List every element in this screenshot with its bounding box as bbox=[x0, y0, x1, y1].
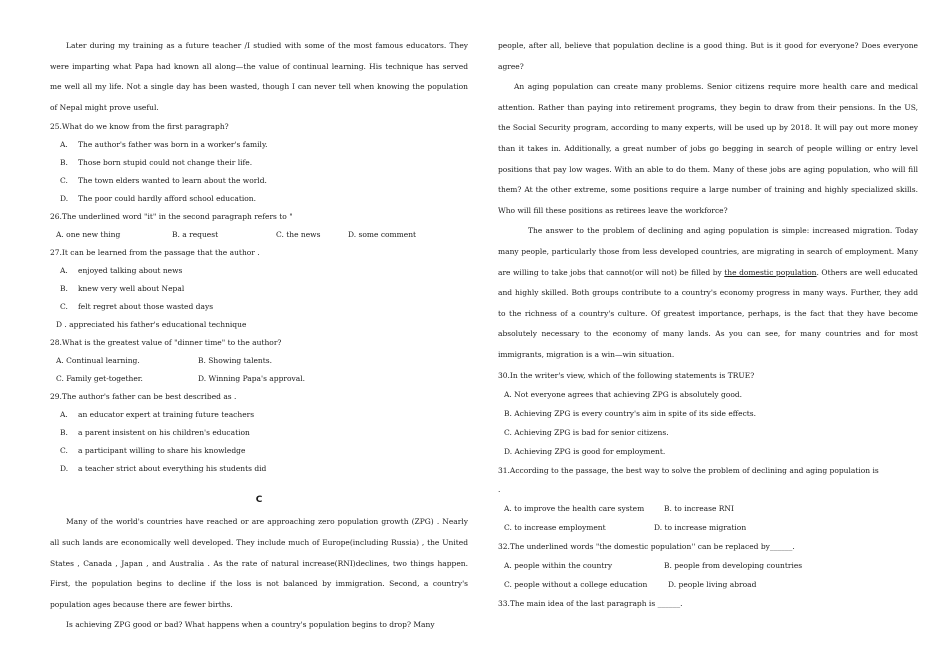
option-a: A. to improve the health care system bbox=[504, 503, 645, 513]
question-28 bbox=[50, 334, 468, 388]
option-c: C. felt regret about those wasted days bbox=[60, 302, 214, 312]
option-b: B. people from developing countries bbox=[664, 560, 803, 570]
option-d: D. The poor could hardly afford school education. bbox=[60, 194, 256, 204]
passage-paragraph: The answer to the problem of declining and aging population is simple: increased migration. Today many people, particularly those from less developed countries, are migrating in search of employment. Many are willing to take jobs that cannot(or will not) be filled by the domestic population. Others are well educated and highly skilled. Both groups contribute to a country's economy progress in many ways. Further, they add to the richness of a country's culture. Of greatest importance, perhaps, is the fact that they have become absolutely necessary to the economy of many lands. As you can see, for many countries and for most immigrants, migration is a win—win situation. bbox=[498, 226, 918, 359]
option-b: B. knew very well about Nepal bbox=[60, 284, 185, 294]
option-a: A. Continual learning. bbox=[56, 356, 140, 366]
question-stem: 28.What is the greatest value of "dinner time" to the author? bbox=[50, 338, 282, 348]
option-d: D . appreciated his father's educational technique bbox=[56, 320, 247, 330]
option-b: B. Achieving ZPG is every country's aim in spite of its side effects. bbox=[504, 408, 757, 418]
option-b: B. a parent insistent on his children's education bbox=[60, 428, 250, 438]
option-d: D. people living abroad bbox=[668, 579, 757, 589]
question-29 bbox=[50, 388, 468, 478]
option-d: D. a teacher strict about everything his students did bbox=[60, 464, 267, 474]
option-row bbox=[498, 575, 918, 594]
option-c: C. Achieving ZPG is bad for senior citizens. bbox=[504, 427, 669, 437]
question-30 bbox=[498, 366, 918, 461]
passage-paragraph: people, after all, believe that population decline is a good thing. But is it good for everyone? Does everyone agree? bbox=[498, 41, 918, 71]
option-d: D. some comment bbox=[348, 230, 417, 240]
question-stem: 25.What do we know from the first paragraph? bbox=[50, 122, 229, 132]
section-title: C bbox=[255, 495, 263, 506]
option-a: A. enjoyed talking about news bbox=[60, 266, 183, 276]
right-column bbox=[498, 36, 918, 613]
option-d: D. Achieving ZPG is good for employment. bbox=[504, 446, 666, 456]
question-stem: 27.It can be learned from the passage that the author . bbox=[50, 248, 260, 258]
question-stem: 32.The underlined words "the domestic population'' can be replaced by______. bbox=[498, 541, 795, 551]
passage-paragraph: Later during my training as a future teacher /I studied with some of the most famous educators. They were imparting what Papa had known all along—the value of continual learning. His technique has served me well all my life. Not a single day has been wasted, though I can never tell when knowing the population of Nepal might prove useful. bbox=[50, 41, 468, 112]
option-b: B. to increase RNI bbox=[664, 503, 734, 513]
passage-paragraph: Many of the world's countries have reached or are approaching zero population growth (ZPG) . Nearly all such lands are economically well developed. They include much of Europe(including Russia) , the United States , Canada , Japan , and Australia . As the rate of natural increase(RNI)declines, two things happen. First, the population begins to decline if the loss is not balanced by immigration. Second, a country's population ages because there are fewer births. bbox=[50, 517, 468, 609]
option-c: C. to increase employment bbox=[504, 522, 606, 532]
question-stem: 30.In the writer's view, which of the following statements is TRUE? bbox=[498, 370, 755, 380]
question-stem: 26.The underlined word "it" in the second paragraph refers to " bbox=[50, 212, 293, 222]
question-stem: 29.The author's father can be best described as . bbox=[50, 392, 237, 402]
option-c: C. a participant willing to share his knowledge bbox=[60, 446, 246, 456]
option-row bbox=[50, 226, 468, 244]
option-row bbox=[50, 370, 468, 388]
option-b: B. Those born stupid could not change their life. bbox=[60, 158, 253, 168]
option-row bbox=[498, 556, 918, 575]
question-stem: 33.The main idea of the last paragraph is ______. bbox=[498, 598, 683, 608]
option-a: A. The author's father was born in a worker's family. bbox=[60, 140, 268, 150]
option-c: C. Family get-together. bbox=[56, 374, 143, 384]
option-c: C. The town elders wanted to learn about the world. bbox=[60, 176, 267, 186]
question-stem-end: . bbox=[498, 484, 501, 494]
option-c: C. the news bbox=[276, 230, 321, 240]
option-row bbox=[498, 499, 918, 518]
option-b: B. Showing talents. bbox=[198, 356, 272, 366]
option-d: D. to increase migration bbox=[654, 522, 747, 532]
passage-paragraph: Is achieving ZPG good or bad? What happens when a country's population begins to drop? Many bbox=[66, 620, 435, 630]
option-b: B. a request bbox=[172, 230, 219, 240]
question-stem: 31.According to the passage, the best way to solve the problem of declining and aging population is bbox=[498, 465, 879, 475]
question-26 bbox=[50, 208, 468, 244]
option-a: A. an educator expert at training future teachers bbox=[60, 410, 255, 420]
question-31 bbox=[498, 461, 918, 537]
question-33 bbox=[498, 594, 918, 613]
passage-paragraph: An aging population can create many problems. Senior citizens require more health care and medical attention. Rather than paying into retirement programs, they begin to draw from their pensions. In the US, the Social Security program, according to many experts, will be used up by 2018. It will pay out more money than it takes in. Additionally, a great number of jobs go begging in search of people willing or entry level positions that pay low wages. With an able to do them. Many of these jobs are aging population, who will fill them? At the other extreme, some positions require a large number of training and highly specialized skills. Who will fill these positions as retirees leave the workforce? bbox=[498, 82, 918, 215]
option-row bbox=[498, 518, 918, 537]
question-32 bbox=[498, 537, 918, 594]
option-c: C. people without a college education bbox=[504, 579, 648, 589]
underlined-phrase: the domestic population bbox=[724, 267, 817, 277]
option-d: D. Winning Papa's approval. bbox=[198, 374, 305, 384]
option-a: A. Not everyone agrees that achieving ZPG is absolutely good. bbox=[504, 389, 743, 399]
question-27 bbox=[50, 244, 468, 334]
left-column bbox=[50, 36, 468, 636]
option-row bbox=[50, 352, 468, 370]
option-a: A. one new thing bbox=[56, 230, 121, 240]
option-a: A. people within the country bbox=[504, 560, 613, 570]
question-25 bbox=[50, 118, 468, 208]
